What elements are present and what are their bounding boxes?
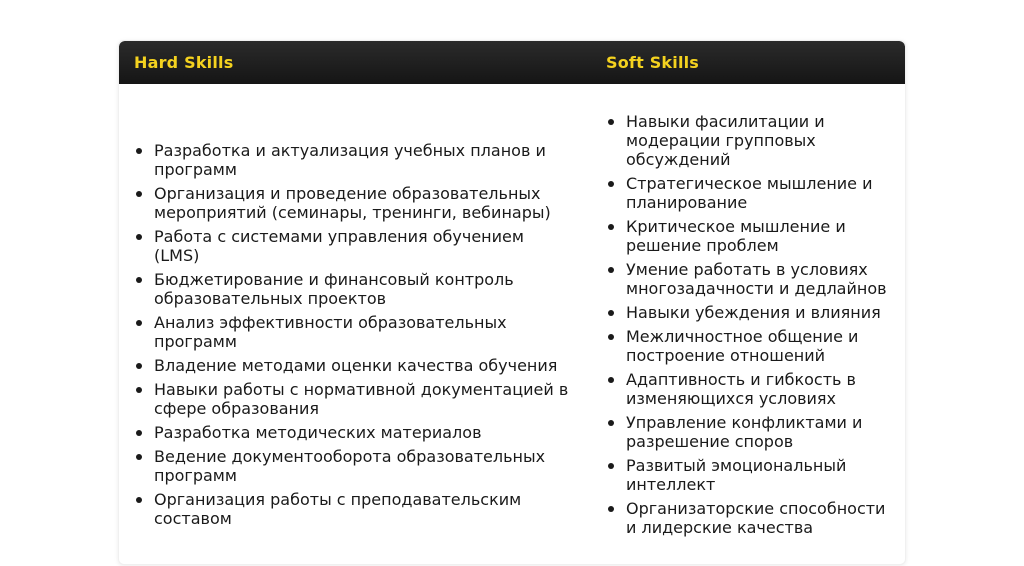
list-item: Разработка методических материалов xyxy=(134,423,574,442)
list-item: Стратегическое мышление и планирование xyxy=(606,174,896,212)
soft-skills-list xyxy=(606,112,896,542)
list-item: Навыки фасилитации и модерации групповых обсуждений xyxy=(606,112,896,169)
list-item: Организация и проведение образовательных мероприятий (семинары, тренинги, вебинары) xyxy=(134,184,574,222)
list-item: Межличностное общение и построение отношений xyxy=(606,327,896,365)
list-item: Работа с системами управления обучением (LMS) xyxy=(134,227,574,265)
list-item: Критическое мышление и решение проблем xyxy=(606,217,896,255)
list-item: Развитый эмоциональный интеллект xyxy=(606,456,896,494)
list-item: Разработка и актуализация учебных планов и программ xyxy=(134,141,574,179)
hard-skills-heading: Hard Skills xyxy=(134,53,234,72)
list-item: Бюджетирование и финансовый контроль образовательных проектов xyxy=(134,270,574,308)
list-item: Навыки работы с нормативной документацией в сфере образования xyxy=(134,380,574,418)
table-header xyxy=(119,41,905,84)
list-item: Навыки убеждения и влияния xyxy=(606,303,896,322)
list-item: Умение работать в условиях многозадачности и дедлайнов xyxy=(606,260,896,298)
list-item: Владение методами оценки качества обучения xyxy=(134,356,574,375)
skills-table xyxy=(118,40,906,565)
hard-skills-list xyxy=(134,141,574,533)
list-item: Адаптивность и гибкость в изменяющихся условиях xyxy=(606,370,896,408)
list-item: Управление конфликтами и разрешение споров xyxy=(606,413,896,451)
list-item: Анализ эффективности образовательных программ xyxy=(134,313,574,351)
list-item: Организация работы с преподавательским составом xyxy=(134,490,574,528)
soft-skills-heading: Soft Skills xyxy=(606,53,700,72)
list-item: Ведение документооборота образовательных программ xyxy=(134,447,574,485)
list-item: Организаторские способности и лидерские качества xyxy=(606,499,896,537)
